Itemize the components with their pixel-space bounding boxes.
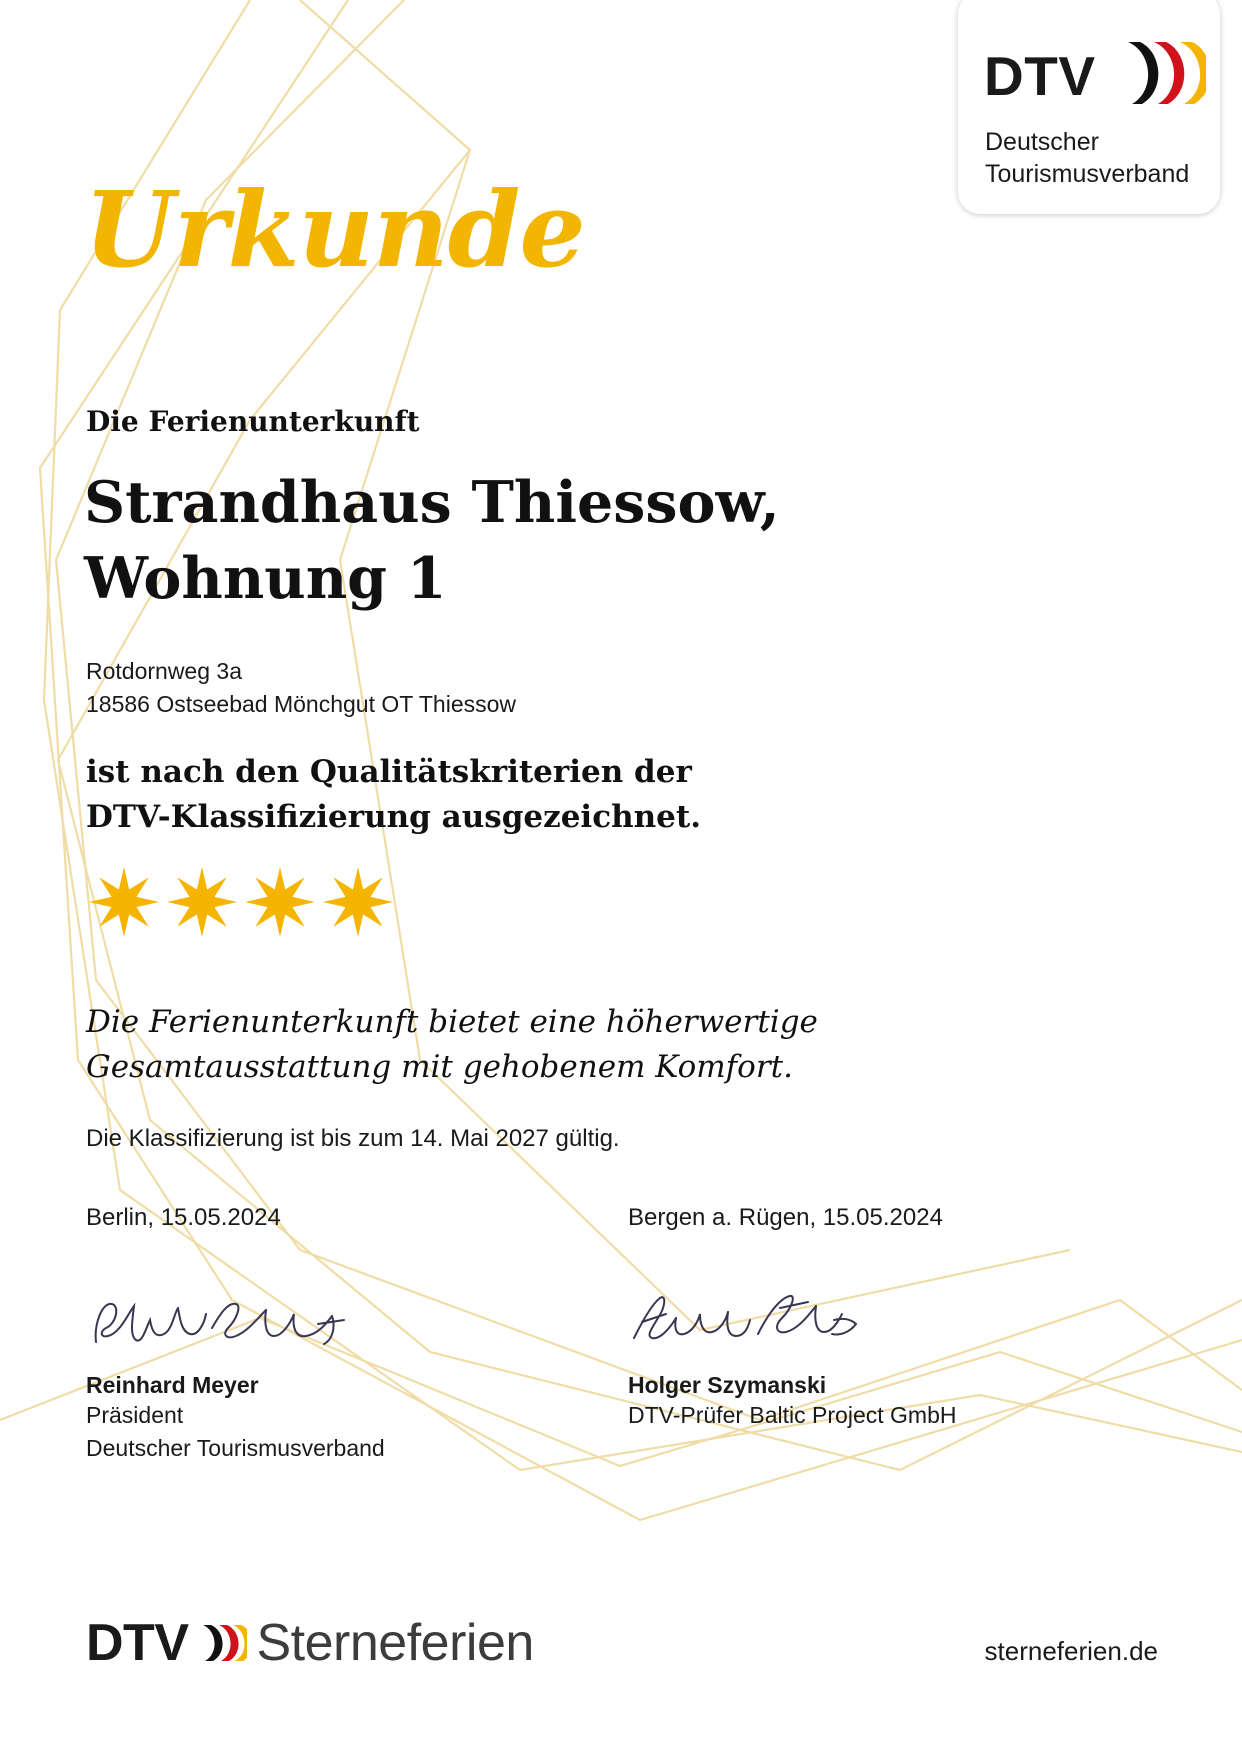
footer-url: sterneferien.de: [984, 1636, 1158, 1666]
star-icon: [244, 866, 316, 938]
signature-name: Reinhard Meyer: [86, 1372, 259, 1398]
signature-place-date: Bergen a. Rügen, 15.05.2024: [628, 1204, 943, 1231]
award-line-1: ist nach den Qualitätskriterien der: [86, 754, 692, 790]
footer-chevron-icon: [201, 1623, 247, 1663]
star-icon: [88, 866, 160, 938]
signature-block-right: [628, 1204, 956, 1432]
signature-image-reinhard-meyer: [86, 1284, 346, 1362]
signature-role-line-1: Präsident: [86, 1402, 184, 1428]
signature-place-date: Berlin, 15.05.2024: [86, 1204, 281, 1231]
signature-role-line-1: DTV-Prüfer Baltic Project GmbH: [628, 1402, 957, 1428]
dtv-logo-subtitle-1: Deutscher: [985, 128, 1099, 156]
property-name: Strandhaus Thiessow, Wohnung 1: [84, 469, 780, 612]
footer-logo-dtv: DTV: [86, 1614, 189, 1672]
footer-logo: [86, 1613, 534, 1673]
description-text: [86, 1000, 818, 1090]
signature-name: Holger Szymanski: [628, 1372, 827, 1398]
dtv-logo-text: DTV: [984, 45, 1096, 107]
address-line-2: 18586 Ostseebad Mönchgut OT Thiessow: [86, 690, 517, 717]
certificate-title: Urkunde: [84, 168, 585, 291]
description-line-2: Gesamtausstattung mit gehobenem Komfort.: [86, 1048, 793, 1085]
star-icon: [322, 866, 394, 938]
signature-role-line-2: Deutscher Tourismusverband: [86, 1435, 385, 1462]
signature-block-left: [86, 1204, 385, 1466]
dtv-flag-icon: [1126, 40, 1206, 106]
description-line-1: Die Ferienunterkunft bietet eine höherwertige: [86, 1004, 818, 1040]
property-address: [86, 655, 516, 720]
award-line-2: DTV-Klassifizierung ausgezeichnet.: [86, 798, 701, 835]
footer-logo-word: Sterneferien: [256, 1614, 534, 1672]
address-line-1: Rotdornweg 3a: [86, 658, 242, 684]
dtv-logo-badge: [958, 0, 1220, 214]
star-icon: [166, 866, 238, 938]
dtv-logo-subtitle-2: Tourismusverband: [985, 160, 1190, 188]
award-statement: [86, 750, 701, 840]
signature-image-holger-szymanski: [628, 1284, 858, 1362]
star-rating: [88, 866, 394, 938]
validity-text: Die Klassifizierung ist bis zum 14. Mai 2027 gültig.: [86, 1125, 620, 1152]
intro-text: Die Ferienunterkunft: [86, 405, 420, 438]
